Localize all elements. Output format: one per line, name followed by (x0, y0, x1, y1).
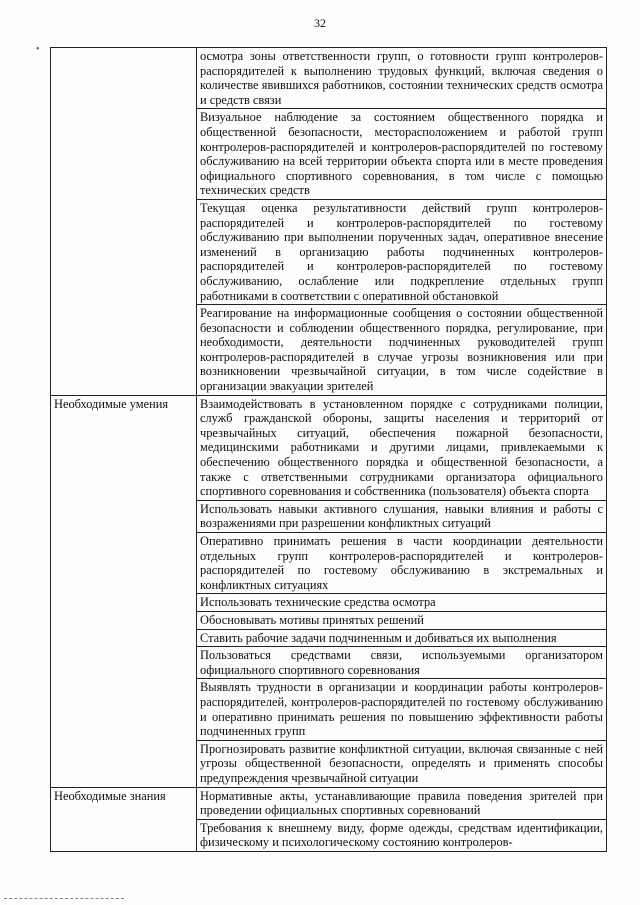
section-item: Требования к внешнему виду, форме одежды, средствам идентификации, физическому и психологическому состоянию контролеров- (197, 819, 607, 851)
section-item: Реагирование на информационные сообщения о состоянии общественной безопасности и соблюдении общественного порядка, регулирование, при необходимости, деятельности подчиненных руководителей групп контролеров-распорядителей в случае угрозы возникновения или при возникновении чрезвычайной ситуации, в том числе содействие в организации эвакуации зрителей (197, 305, 607, 396)
section-label (51, 48, 197, 396)
competency-table (50, 47, 607, 852)
section-item: Обосновывать мотивы принятых решений (197, 611, 607, 629)
section-item: Использовать навыки активного слушания, навыки влияния и работы с возражениями при разрешении конфликтных ситуаций (197, 500, 607, 532)
section-item: Использовать технические средства осмотра (197, 594, 607, 612)
section-label: Необходимые знания (51, 787, 197, 851)
section-item: Оперативно принимать решения в части координации деятельности отдельных групп контролеров-распорядителей и контролеров-распорядителей по гостевому обслуживанию в экстремальных и конфликтных ситуациях (197, 533, 607, 594)
section-item: осмотра зоны ответственности групп, о готовности групп контролеров-распорядителей к выполнению трудовых функций, включая сведения о количестве явившихся работников, состоянии технических средств осмотра и средств связи (197, 48, 607, 109)
table-row (51, 395, 607, 500)
scan-mark: • (36, 44, 40, 55)
section-label: Необходимые умения (51, 395, 197, 787)
section-item: Пользоваться средствами связи, используемыми организатором официального спортивного соревнования (197, 647, 607, 679)
section-item: Нормативные акты, устанавливающие правила поведения зрителей при проведении официальных спортивных соревнований (197, 787, 607, 819)
section-item: Прогнозировать развитие конфликтной ситуации, включая связанные с ней угрозы общественной безопасности, определять и применять способы предупреждения чрезвычайной ситуации (197, 740, 607, 787)
section-item: Выявлять трудности в организации и координации работы контролеров-распорядителей, контролеров-распорядителей по гостевому обслуживанию и оперативно принимать решения по повышению эффективности работы подчиненных групп (197, 679, 607, 740)
section-item: Взаимодействовать в установленном порядке с сотрудниками полиции, служб гражданской обороны, защиты населения и территорий от чрезвычайных ситуаций, обеспечения пожарной безопасности, медицинскими работниками и другими лицами, привлекаемыми к обеспечению общественного порядка и общественной безопасности, а также с ответственными сотрудниками организатора официального спортивного соревнования и собственника (пользователя) объекта спорта (197, 395, 607, 500)
section-item: Ставить рабочие задачи подчиненным и добиваться их выполнения (197, 629, 607, 647)
table-row (51, 787, 607, 819)
page-number: 32 (314, 16, 326, 30)
section-item: Визуальное наблюдение за состоянием общественного порядка и общественной безопасности, месторасположением и работой групп контролеров-распорядителей и контролеров-распорядителей по гостевому обслуживанию на всей территории объекта спорта или в месте проведения официального спортивного соревнования, в том числе с помощью технических средств (197, 109, 607, 200)
section-item: Текущая оценка результативности действий групп контролеров-распорядителей и контролеров-распорядителей по гостевому обслуживанию при выполнении порученных задач, оперативное внесение изменений в организацию работы подчиненных контролеров-распорядителей и контролеров-распорядителей по гостевому обслуживанию, ослабление или подкрепление отдельных групп работниками в соответствии с оперативной обстановкой (197, 199, 607, 304)
table-row (51, 48, 607, 109)
scan-edge (4, 898, 124, 899)
